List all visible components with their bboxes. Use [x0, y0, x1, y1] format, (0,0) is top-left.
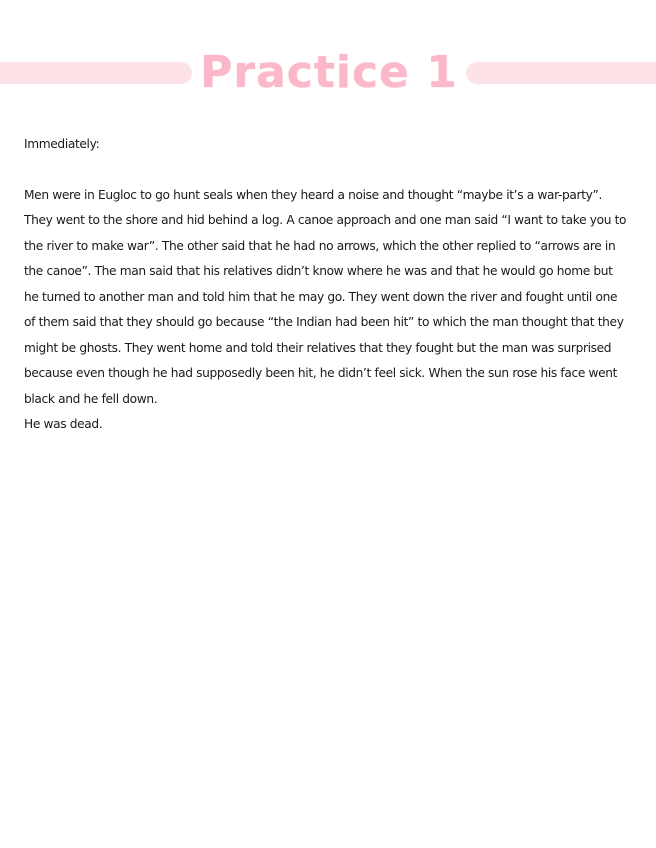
decorative-bar-right	[466, 62, 656, 84]
page-header	[0, 44, 656, 104]
decorative-bar-left	[0, 62, 192, 84]
section-heading: Immediately:	[24, 137, 100, 151]
page-title: Practice 1	[200, 47, 458, 98]
summary-paragraph: Men were in Eugloc to go hunt seals when they heard a noise and thought “maybe it’s a war-party”. They went to the shore and hid behind a log. A canoe approach and one man said “I want to take you to the river to make war”. The other said that he had no arrows, which the other replied to “arrows are in the canoe”. The man said that his relatives didn’t know where he was and that he would go home but he turned to another man and told him that he may go. They went down the river and fought until one of them said that they should go because “the Indian had been hit” to which the man thought that they might be ghosts. They went home and told their relatives that they fought but the man was surprised because even though he had supposedly been hit, he didn’t feel sick. When the sun rose his face went black and he fell down.	[24, 187, 627, 406]
document-body	[24, 132, 628, 438]
closing-line: He was dead.	[24, 417, 103, 431]
